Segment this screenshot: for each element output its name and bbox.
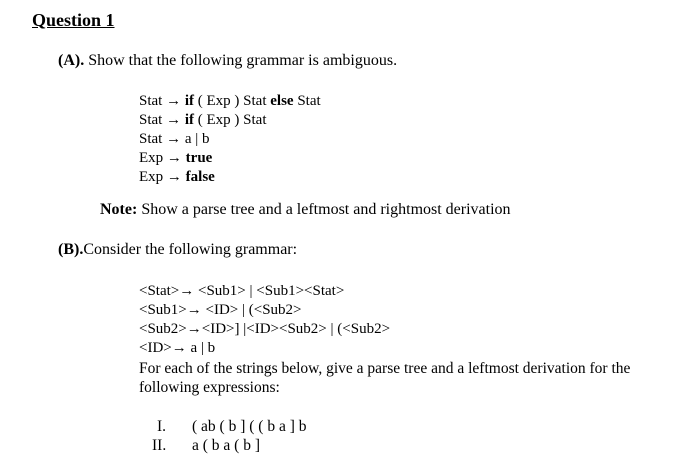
part-b-prompt: Consider the following grammar: bbox=[83, 241, 298, 258]
string-expression: a ( b a ( b ] bbox=[192, 437, 260, 454]
instruction-line-2: following expressions: bbox=[139, 379, 280, 396]
part-b-heading bbox=[58, 241, 297, 259]
grammar-a-rule bbox=[139, 130, 210, 149]
rule-text: Stat bbox=[293, 93, 321, 109]
note-label: Note: bbox=[100, 201, 138, 218]
grammar-a-rule bbox=[139, 111, 267, 130]
note bbox=[100, 201, 511, 219]
right-arrow-icon: → bbox=[166, 93, 185, 109]
right-arrow-icon: → bbox=[166, 112, 185, 128]
rule-text: ( Exp ) Stat bbox=[194, 112, 267, 128]
part-a-heading bbox=[58, 52, 397, 70]
rule-keyword: if bbox=[184, 112, 195, 128]
right-arrow-icon: → bbox=[166, 150, 186, 166]
string-numeral: I. bbox=[157, 418, 167, 435]
string-numeral: II. bbox=[152, 437, 167, 454]
note-text: Show a parse tree and a leftmost and rightmost derivation bbox=[137, 201, 511, 218]
rule-text: ( Exp ) Stat bbox=[194, 93, 271, 109]
grammar-b-rule: <Sub2>→<ID>] |<ID><Sub2> | (<Sub2> bbox=[139, 321, 391, 337]
string-expression: ( ab ( b ] ( ( b a ] b bbox=[192, 418, 307, 435]
part-b-label: (B). bbox=[58, 241, 84, 258]
grammar-b-rule: <ID>→ a | b bbox=[139, 340, 216, 356]
grammar-a-rule bbox=[139, 168, 215, 187]
rule-lhs: Exp bbox=[139, 150, 167, 166]
rule-keyword: else bbox=[270, 93, 294, 109]
rule-lhs: Exp bbox=[139, 169, 167, 185]
question-title: Question 1 bbox=[32, 10, 115, 30]
part-a-label: (A). bbox=[58, 52, 85, 69]
grammar-b-rule: <Sub1>→ <ID> | (<Sub2> bbox=[139, 302, 302, 318]
grammar-a-rule bbox=[139, 149, 212, 168]
right-arrow-icon: → bbox=[166, 131, 185, 147]
grammar-b-rule: <Stat>→ <Sub1> | <Sub1><Stat> bbox=[139, 283, 345, 299]
part-a-prompt: Show that the following grammar is ambiguous. bbox=[84, 52, 398, 69]
rule-text: a | b bbox=[184, 131, 210, 147]
grammar-a-rule bbox=[139, 92, 321, 111]
right-arrow-icon: → bbox=[166, 169, 186, 185]
rule-lhs: Stat bbox=[139, 112, 167, 128]
rule-keyword: if bbox=[184, 93, 195, 109]
rule-lhs: Stat bbox=[139, 93, 167, 109]
rule-keyword: false bbox=[185, 169, 215, 185]
instruction-line-1: For each of the strings below, give a parse tree and a leftmost derivation for the bbox=[139, 360, 631, 377]
rule-keyword: true bbox=[185, 150, 213, 166]
rule-lhs: Stat bbox=[139, 131, 167, 147]
